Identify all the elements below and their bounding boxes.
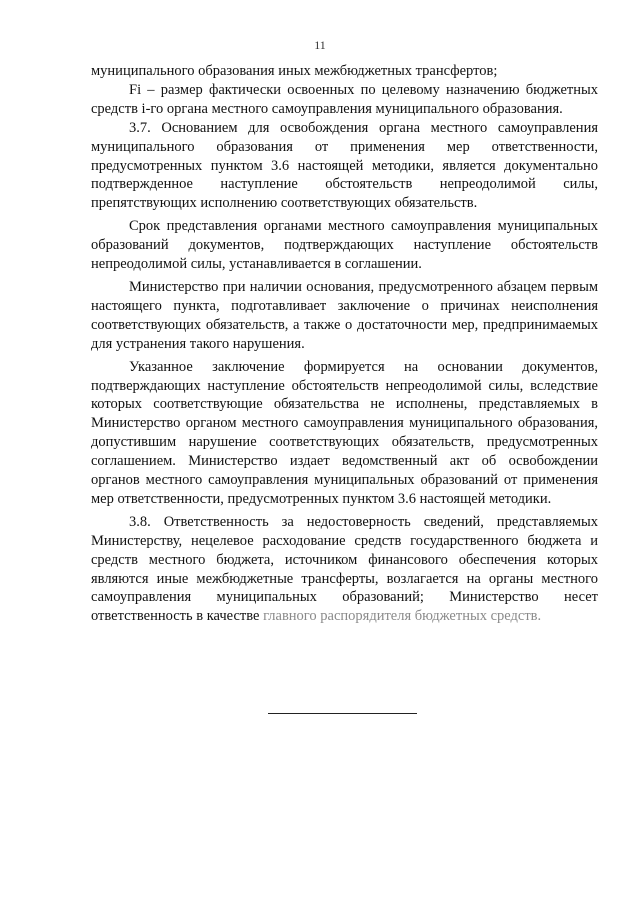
paragraph-transfers-line: муниципального образования иных межбюджетных трансфертов; <box>91 63 498 79</box>
paragraph-3-8-text: 3.8. Ответственность за недостоверность сведений, представляемых Министерству, нецелевое расходование средств государственного бюджета и средств местного бюджета, источником финансового обеспечения которых являются иные межбюджетные трансферты, возлагается на органы местного самоуправления муниципальных образований; Министерство несет ответственность в качестве <box>91 513 598 625</box>
document-body <box>91 62 598 626</box>
paragraph-conclusion-basis: Указанное заключение формируется на основании документов, подтверждающих наступление обстоятельств непреодолимой силы, вследствие которых соответствующие обязательства не исполнены, представляемых в Министерство органом местного самоуправления муниципального образования, допустившим нарушение соответствующих обязательств, предусмотренных соглашением. Министерство издает ведомственный акт об освобождении органов местного самоуправления муниципальных образований от применения мер ответственности, предусмотренных пунктом 3.6 настоящей методики. <box>91 358 598 507</box>
separator-line <box>268 713 417 714</box>
paragraph-3-7: 3.7. Основанием для освобождения органа местного самоуправления муниципального образования от применения мер ответственности, предусмотренных пунктом 3.6 настоящей методики, является документально подтвержденное наступление обстоятельств непреодолимой силы, препятствующих исполнению соответствующих обязательств. <box>91 119 598 212</box>
page-number: 11 <box>314 38 326 52</box>
paragraph-ministry-conclusion: Министерство при наличии основания, предусмотренного абзацем первым настоящего пункта, подготавливает заключение о причинах неисполнения соответствующих обязательств, а также о достаточности мер, предпринимаемых для устранения такого нарушения. <box>91 278 598 352</box>
paragraph-3-8 <box>91 513 598 626</box>
paragraph-documents-deadline: Срок представления органами местного самоуправления муниципальных образований документов, подтверждающих наступление обстоятельств непреодолимой силы, устанавливается в соглашении. <box>91 218 598 273</box>
paragraph-3-8-faded-text: главного распорядителя бюджетных средств. <box>263 608 542 625</box>
paragraph-fi-definition: Fi – размер фактически освоенных по целевому назначению бюджетных средств i-го органа местного самоуправления муниципального образования. <box>91 81 598 117</box>
